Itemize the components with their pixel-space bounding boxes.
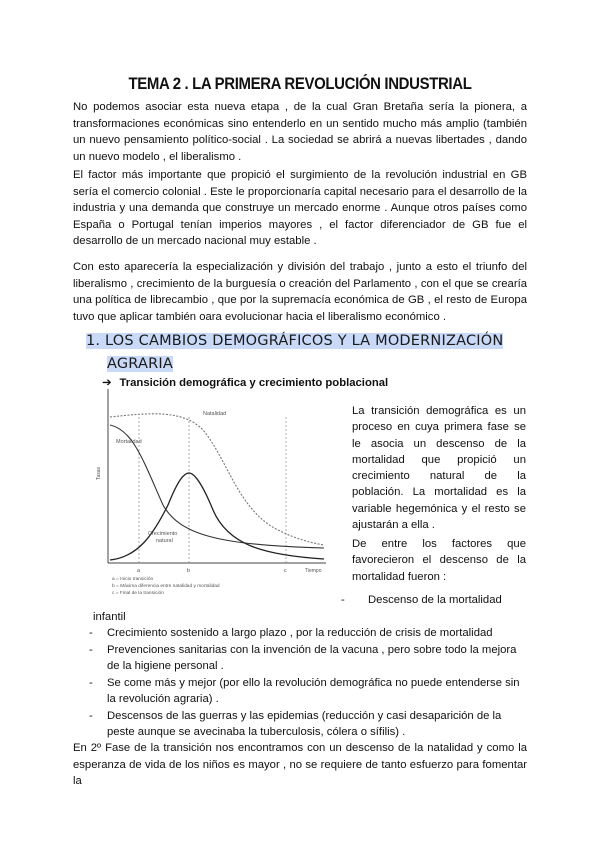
legend-c: c = Final de la transición [112,591,164,596]
tick-b: b [187,568,191,574]
second-phase-paragraph: En 2º Fase de la transición nos encontramos con un descenso de la natalidad y como la esperanza de vida de los niños es mayor , no se requiere de tanto esfuerzo para fomentar la [73,742,527,787]
crecimiento-label-1: Crecimiento [148,531,178,537]
tick-c: c [284,568,287,574]
list-item [73,642,527,675]
legend-a: a = Inicio transición [112,577,154,582]
y-axis-label: Tasas [96,466,102,480]
list-item-text: Prevenciones sanitarias con la invención de la vacuna , pero sobre todo la mejora de la higiene personal . [107,643,517,672]
factors-intro: De entre los factores que favorecieron el descenso de la mortalidad fueron : [352,538,526,583]
tick-a: a [137,568,141,574]
page-title: TEMA 2 . LA PRIMERA REVOLUCIÓN INDUSTRIAL [128,74,472,93]
bullet-dash: - [89,676,93,689]
legend-b: b = Máxima diferencia entre natalidad y mortalidad [112,584,220,589]
list-item [73,675,527,708]
bullet-dash: - [89,627,93,639]
list-item-text: Descensos de las guerras y las epidemias (reducción y casi desaparición de la peste aunque se avecinaba la tuberculosis, cólera o sífilis) . [107,709,502,738]
section-heading-line2: AGRARIA [107,356,173,372]
subheading-text: Transición demográfica y crecimiento poblacional [119,377,389,389]
bullet-dash: - [89,643,93,656]
natalidad-label: Natalidad [203,411,227,417]
bullet-dash: - [341,594,345,606]
colonial-trade-paragraph: El factor más importante que propició el surgimiento de la revolución industrial en GB sería el comercio colonial . Este le proporcionaría capital necesario para el desarrollo de la industria y una demanda que construye un mercado enorme . Aunque otros países como España o Portugal tenían imperios mayores , el factor diferenciador de GB fue el desarrollo de un mercado nacional muy estable . [73,169,527,247]
transition-description: La transición demográfica es un proceso en cuya primera fase se le asocia un descenso de la mortalidad que propició un crecimiento natural de la población. La mortalidad es la variable hegemónica y el resto se ajustarán a ella . [352,405,526,532]
mortalidad-label: Mortalidad [116,439,142,445]
list-item-text: Se come más y mejor (por ello la revolución demográfica no puede entenderse sin la revolución agraria) . [107,676,520,705]
section-heading [86,330,530,376]
x-axis-label: Tiempo [305,568,322,574]
demographic-transition-figure [88,385,350,600]
section-heading-line1: 1. LOS CAMBIOS DEMOGRÁFICOS Y LA MODERNIZACIÓN [86,333,504,349]
bullet-dash: - [89,709,93,722]
list-item [73,625,527,642]
list-item-text-cont: infantil [93,610,126,623]
specialization-paragraph: Con esto aparecería la especialización y división del trabajo , junto a esto el triunfo del liberalismo , crecimiento de la burguesía o creación del Parlamento , con el que se crearía una política de librecambio , que por la supremacía económica de GB , el resto de Europa tuvo que aplicar también oara evolucionar hacia el liberalismo económico . [73,261,527,323]
list-item-text: Crecimiento sostenido a largo plazo , por la reducción de crisis de mortalidad [107,627,493,639]
death-rate-curve [110,425,324,548]
list-item [73,592,527,625]
list-item-text: Descenso de la mortalidad [368,594,502,606]
arrow-right-icon: ➔ [102,377,112,389]
birth-rate-curve [110,414,324,545]
intro-paragraph: No podemos asociar esta nueva etapa , de la cual Gran Bretaña sería la pionera, a transformaciones económicas sino entenderlo en un sentido mucho más amplio (también un nuevo pensamiento político-social . La sociedad se abrirá a nuevas libertades , dando un nuevo modelo , el liberalismo . [73,101,527,163]
list-item [73,708,527,741]
factors-list [73,592,527,741]
crecimiento-label-2: natural [156,538,173,544]
demographic-transition-chart [88,385,350,600]
